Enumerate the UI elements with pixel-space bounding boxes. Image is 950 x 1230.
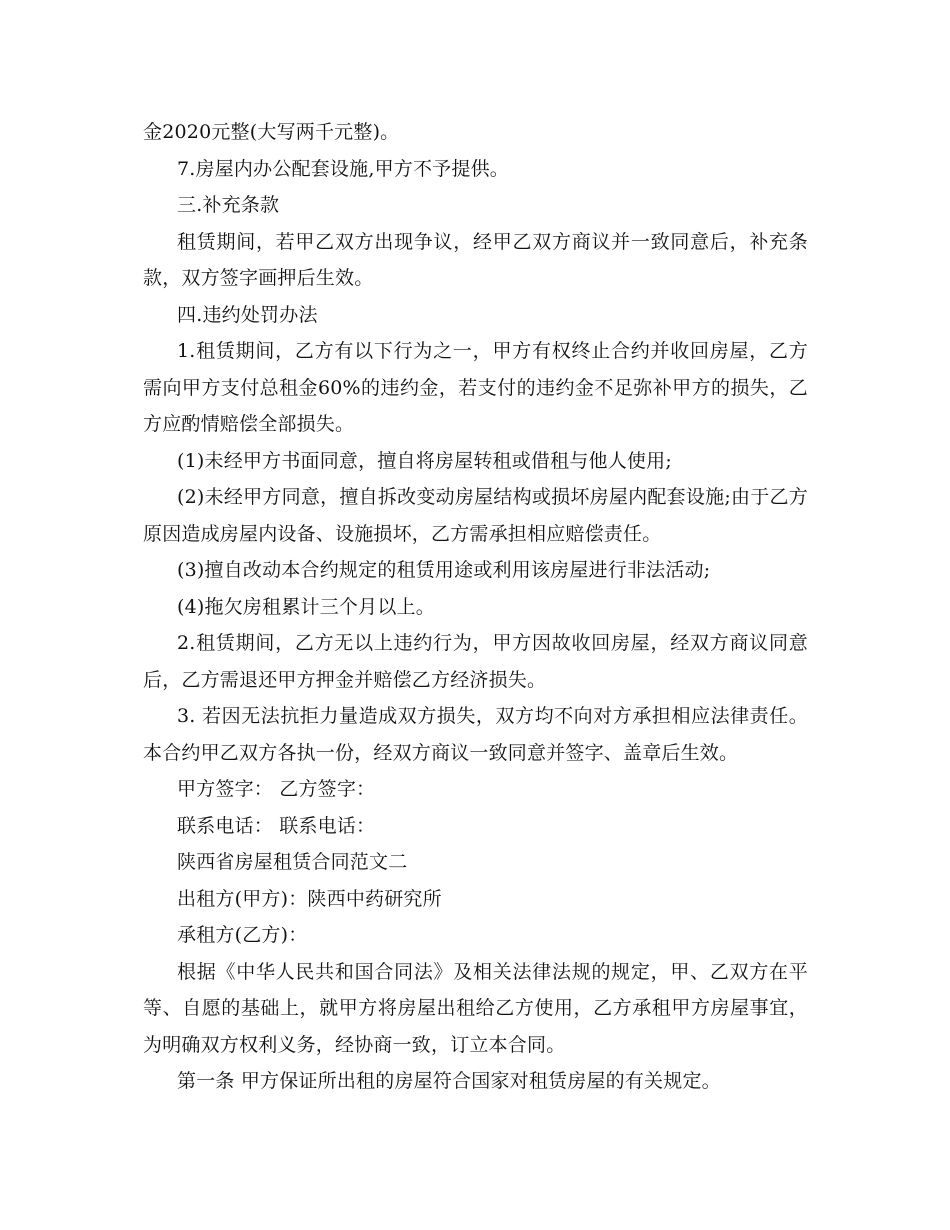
lessee-line: 承租方(乙方)： bbox=[177, 924, 308, 946]
paragraph-deposit-amount: 金2020元整(大写两千元整)。 bbox=[143, 121, 400, 143]
paragraph-breach-1-item-1: (1)未经甲方书面同意，擅自将房屋转租或借租与他人使用; bbox=[177, 449, 672, 472]
phone-line: 联系电话： 联系电话： bbox=[177, 814, 376, 837]
paragraph-breach-1-item-2: (2)未经甲方同意，擅自拆改变动房屋结构或损坏房屋内配套设施;由于乙方原因造成房屋内设备、设施损坏，乙方需承担相应赔偿责任。 bbox=[143, 486, 808, 545]
paragraph-breach-1: 1.租赁期间，乙方有以下行为之一，甲方有权终止合约并收回房屋，乙方需向甲方支付总租金60%的违约金，若支付的违约金不足弥补甲方的损失，乙方应酌情赔偿全部损失。 bbox=[143, 340, 808, 435]
paragraph-supplementary-terms: 租赁期间，若甲乙双方出现争议，经甲乙双方商议并一致同意后，补充条款，双方签字画押后生效。 bbox=[143, 230, 808, 289]
document-body bbox=[143, 114, 808, 1100]
paragraph-breach-2: 2.租赁期间，乙方无以上违约行为，甲方因故收回房屋，经双方商议同意后，乙方需退还甲方押金并赔偿乙方经济损失。 bbox=[143, 632, 808, 691]
paragraph-breach-3: 3. 若因无法抗拒力量造成双方损失，双方均不向对方承担相应法律责任。 本合约甲乙双方各执一份，经双方商议一致同意并签字、盖章后生效。 bbox=[143, 705, 808, 764]
signature-line: 甲方签字： 乙方签字： bbox=[177, 778, 376, 800]
paragraph-breach-1-item-3: (3)擅自改动本合约规定的租赁用途或利用该房屋进行非法活动; bbox=[177, 559, 711, 581]
paragraph-article-1: 第一条 甲方保证所出租的房屋符合国家对租赁房屋的有关规定。 bbox=[177, 1070, 721, 1092]
lessor-line: 出租方(甲方)：陕西中药研究所 bbox=[177, 887, 442, 910]
heading-breach-penalties: 四.违约处罚办法 bbox=[177, 303, 318, 326]
paragraph-clause-7: 7.房屋内办公配套设施,甲方不予提供。 bbox=[177, 157, 509, 180]
paragraph-preamble: 根据《中华人民共和国合同法》及相关法律法规的规定，甲、乙双方在平等、自愿的基础上，就甲方将房屋出租给乙方使用，乙方承租甲方房屋事宜，为明确双方权利义务，经协商一致，订立本合同。 bbox=[143, 960, 808, 1056]
heading-supplementary-terms: 三.补充条款 bbox=[177, 194, 280, 216]
paragraph-breach-1-item-4: (4)拖欠房租累计三个月以上。 bbox=[177, 595, 435, 618]
sample-contract-title: 陕西省房屋租赁合同范文二 bbox=[177, 851, 408, 873]
